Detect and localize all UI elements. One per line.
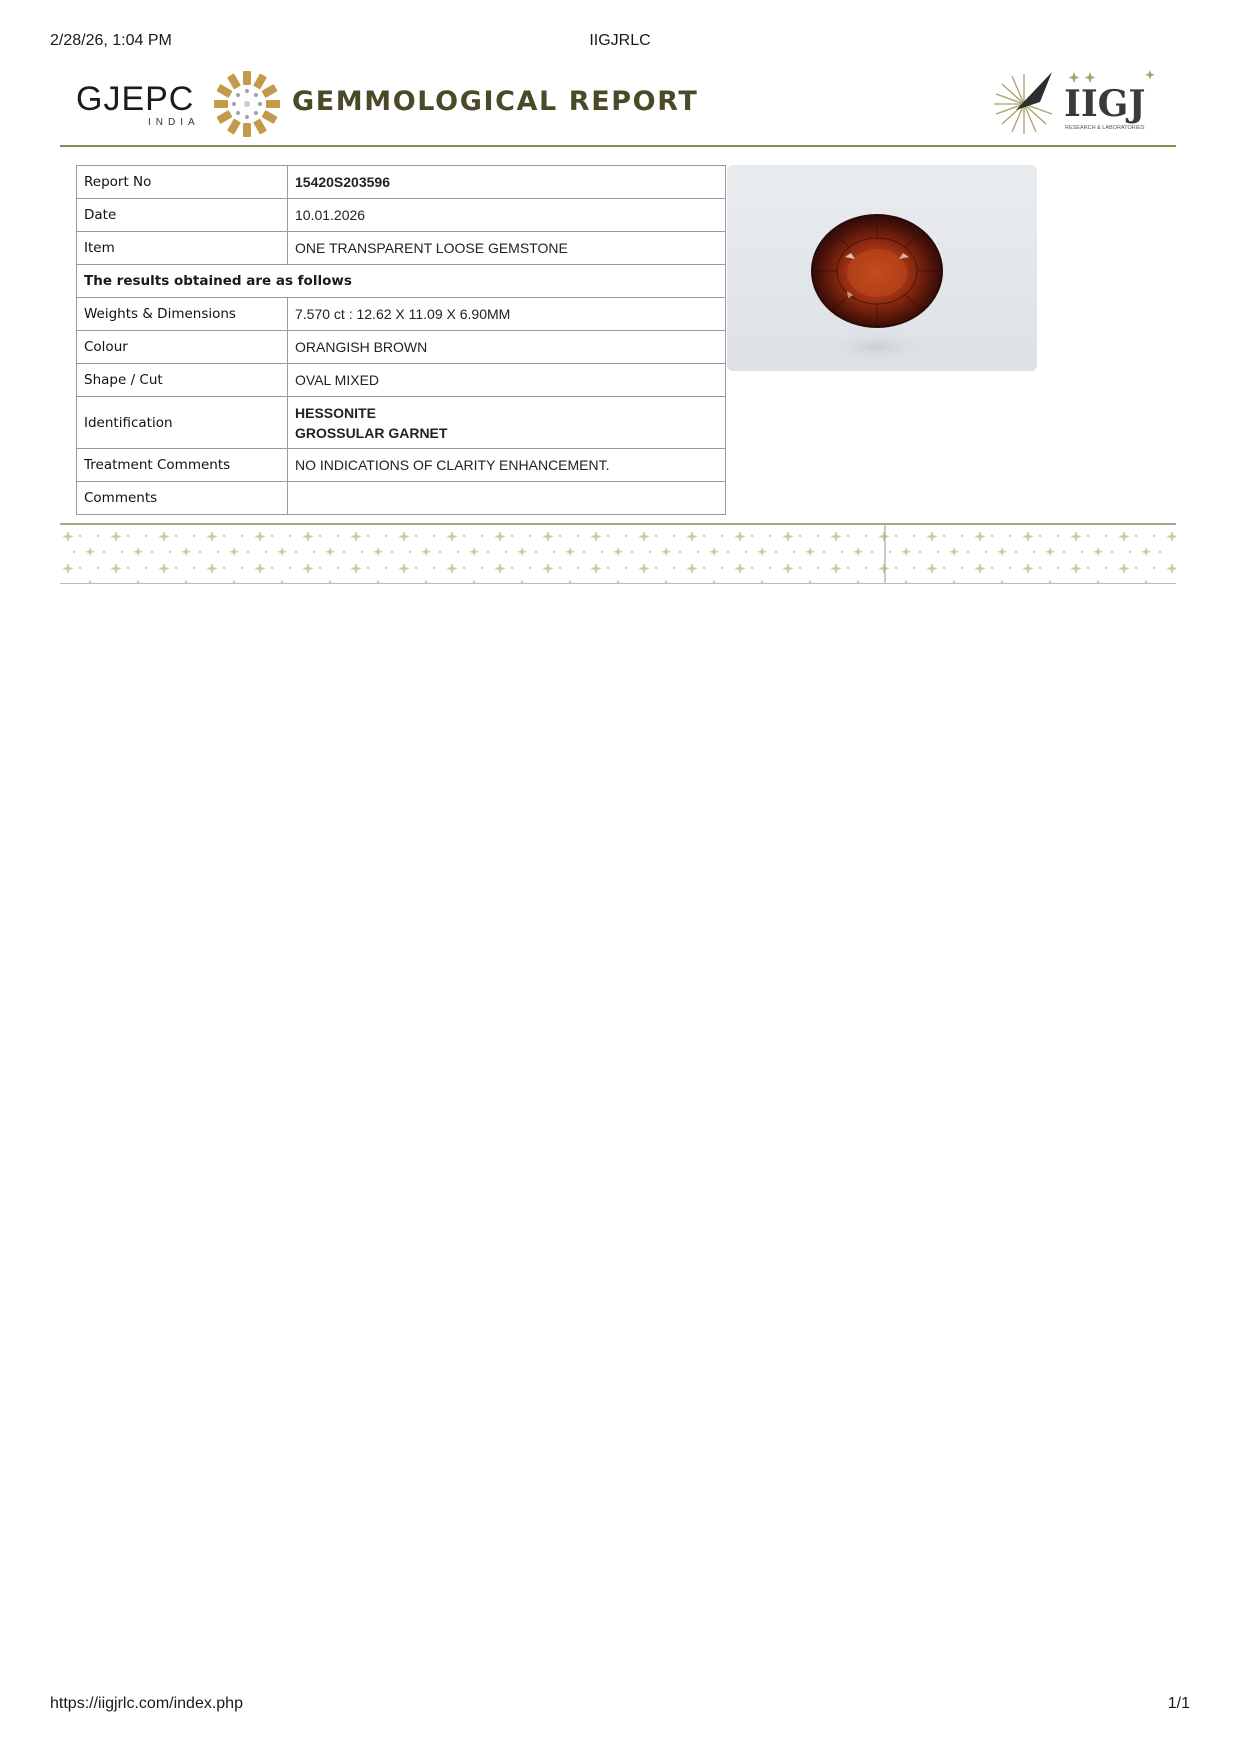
- colour-value: ORANGISH BROWN: [288, 331, 726, 364]
- iigj-logo-word: IIGJ: [1064, 83, 1146, 125]
- print-header: [50, 32, 1190, 54]
- iigj-logo: [990, 66, 1160, 140]
- table-row: [77, 364, 726, 397]
- iigj-quill-icon: [1016, 72, 1052, 110]
- gemstone-photo: [727, 165, 1037, 371]
- table-row: [77, 166, 726, 199]
- table-row: [77, 449, 726, 482]
- report-title: GEMMOLOGICAL REPORT: [292, 86, 699, 117]
- report-header: [60, 66, 1176, 146]
- colour-label: Colour: [77, 331, 288, 364]
- table-row: [77, 397, 726, 449]
- item-value: ONE TRANSPARENT LOOSE GEMSTONE: [288, 232, 726, 265]
- shape-value: OVAL MIXED: [288, 364, 726, 397]
- treatment-value: NO INDICATIONS OF CLARITY ENHANCEMENT.: [288, 449, 726, 482]
- identification-label: Identification: [77, 397, 288, 449]
- treatment-label: Treatment Comments: [77, 449, 288, 482]
- identification-line-2: GROSSULAR GARNET: [295, 424, 448, 441]
- comments-value: [288, 482, 726, 515]
- shape-label: Shape / Cut: [77, 364, 288, 397]
- print-timestamp: 2/28/26, 1:04 PM: [50, 32, 172, 49]
- report-table: [76, 165, 726, 515]
- report-no-label: Report No: [77, 166, 288, 199]
- sparkle-pattern-icon: [60, 525, 1176, 583]
- identification-line-1: HESSONITE: [295, 404, 376, 421]
- table-row: [77, 482, 726, 515]
- table-row: [77, 199, 726, 232]
- print-url: https://iigjrlc.com/index.php: [50, 1695, 243, 1712]
- comments-label: Comments: [77, 482, 288, 515]
- item-label: Item: [77, 232, 288, 265]
- table-row: [77, 298, 726, 331]
- table-row: [77, 265, 726, 298]
- print-page-number: 1/1: [1167, 1695, 1190, 1712]
- identification-value: [288, 397, 726, 449]
- date-value: 10.01.2026: [288, 199, 726, 232]
- decorative-pattern-band: [60, 523, 1176, 584]
- table-row: [77, 232, 726, 265]
- gemstone-icon: [727, 165, 1037, 371]
- gjepc-sunburst-icon: [213, 70, 281, 138]
- weights-value: 7.570 ct : 12.62 X 11.09 X 6.90MM: [288, 298, 726, 331]
- gjepc-logo-word: GJEPC: [76, 80, 195, 118]
- header-divider: [60, 145, 1176, 147]
- iigj-sparkle-icon: [1069, 70, 1155, 83]
- report-no-value: 15420S203596: [288, 166, 726, 199]
- gjepc-logo-sub: INDIA: [148, 117, 200, 128]
- weights-label: Weights & Dimensions: [77, 298, 288, 331]
- results-heading: The results obtained are as follows: [77, 265, 726, 298]
- iigj-logo-sub: RESEARCH & LABORATORIES: [1065, 125, 1145, 131]
- table-row: [77, 331, 726, 364]
- gjepc-logo: [76, 70, 276, 140]
- date-label: Date: [77, 199, 288, 232]
- print-footer: [50, 1695, 1190, 1717]
- print-site-title: IIGJRLC: [589, 32, 651, 49]
